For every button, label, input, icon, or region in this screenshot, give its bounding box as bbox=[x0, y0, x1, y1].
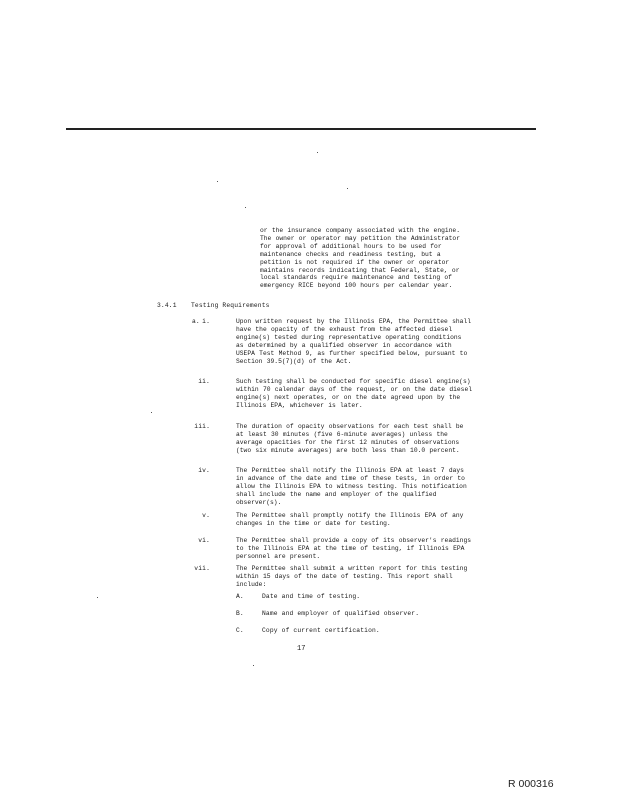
list-item: The Permittee shall notify the Illinois EPA at least 7 days in advance of the date and time of these tests, in order to allow the Illinois EPA to witness testing. This notification shall include the name and employer of the qualified observer(s). bbox=[236, 467, 467, 506]
subitem-marker: C. bbox=[236, 627, 244, 634]
bates-number: R 000316 bbox=[508, 778, 554, 790]
item-marker: iii. bbox=[194, 423, 210, 430]
list-item: The Permittee shall provide a copy of its observer's readings to the Illinois EPA at the time of testing, if Illinois EPA personnel are present. bbox=[236, 537, 472, 560]
sub-label: a. bbox=[192, 318, 200, 325]
item-marker: i. bbox=[202, 318, 210, 325]
scan-speck bbox=[97, 597, 98, 598]
header-rule bbox=[66, 128, 536, 130]
list-item: The duration of opacity observations for each test shall be at least 30 minutes (five 6-minute averages) unless the average opacities for the first 12 minutes of observations (two six minute averages) are both less than 10.0 percent. bbox=[236, 423, 464, 454]
item-marker: iv. bbox=[198, 467, 210, 474]
subitem-marker: A. bbox=[236, 593, 244, 600]
item-marker: ii. bbox=[198, 378, 210, 385]
list-item: Upon written request by the Illinois EPA, the Permittee shall have the opacity of the exhaust from the affected diesel engine(s) tested during representative operating conditions as determined by a qualified observer in accordance with USEPA Test Method 9, as further specified below, pursuant to Section 39.5(7)(d) of the Act. bbox=[236, 318, 472, 365]
scan-speck bbox=[347, 188, 348, 189]
item-marker: vi. bbox=[198, 537, 210, 544]
page-number: 17 bbox=[297, 645, 306, 653]
scan-speck bbox=[245, 207, 246, 208]
subitem-text: Name and employer of qualified observer. bbox=[262, 610, 420, 617]
item-marker: v. bbox=[202, 512, 210, 519]
scan-speck bbox=[217, 181, 218, 182]
subitem-text: Copy of current certification. bbox=[262, 627, 380, 634]
list-item: Such testing shall be conducted for specific diesel engine(s) within 70 calendar days of the request, or on the date diesel engine(s) next operates, or on the date agreed upon by the Illinois EPA, whichever is later. bbox=[236, 378, 473, 409]
scan-speck bbox=[317, 152, 318, 153]
scan-speck bbox=[151, 412, 152, 413]
item-marker: vii. bbox=[194, 565, 210, 572]
section-heading: Testing Requirements bbox=[191, 302, 270, 309]
intro-paragraph: or the insurance company associated with the engine. The owner or operator may petition the Administrator for approval of additional hours to be used for maintenance checks and readiness testing, but a petition is not required if the owner or operator maintains records indicating that Federal, State, or local standards require maintenance and testing of emergency RICE beyond 100 hours per calendar year. bbox=[260, 227, 460, 290]
subitem-marker: B. bbox=[236, 610, 244, 617]
list-item: The Permittee shall promptly notify the Illinois EPA of any changes in the time or date for testing. bbox=[236, 512, 464, 527]
list-item: The Permittee shall submit a written report for this testing within 15 days of the date of testing. This report shall include: bbox=[236, 565, 468, 588]
scan-speck bbox=[253, 665, 254, 666]
subitem-text: Date and time of testing. bbox=[262, 593, 361, 600]
section-number: 3.4.1 bbox=[157, 302, 177, 309]
